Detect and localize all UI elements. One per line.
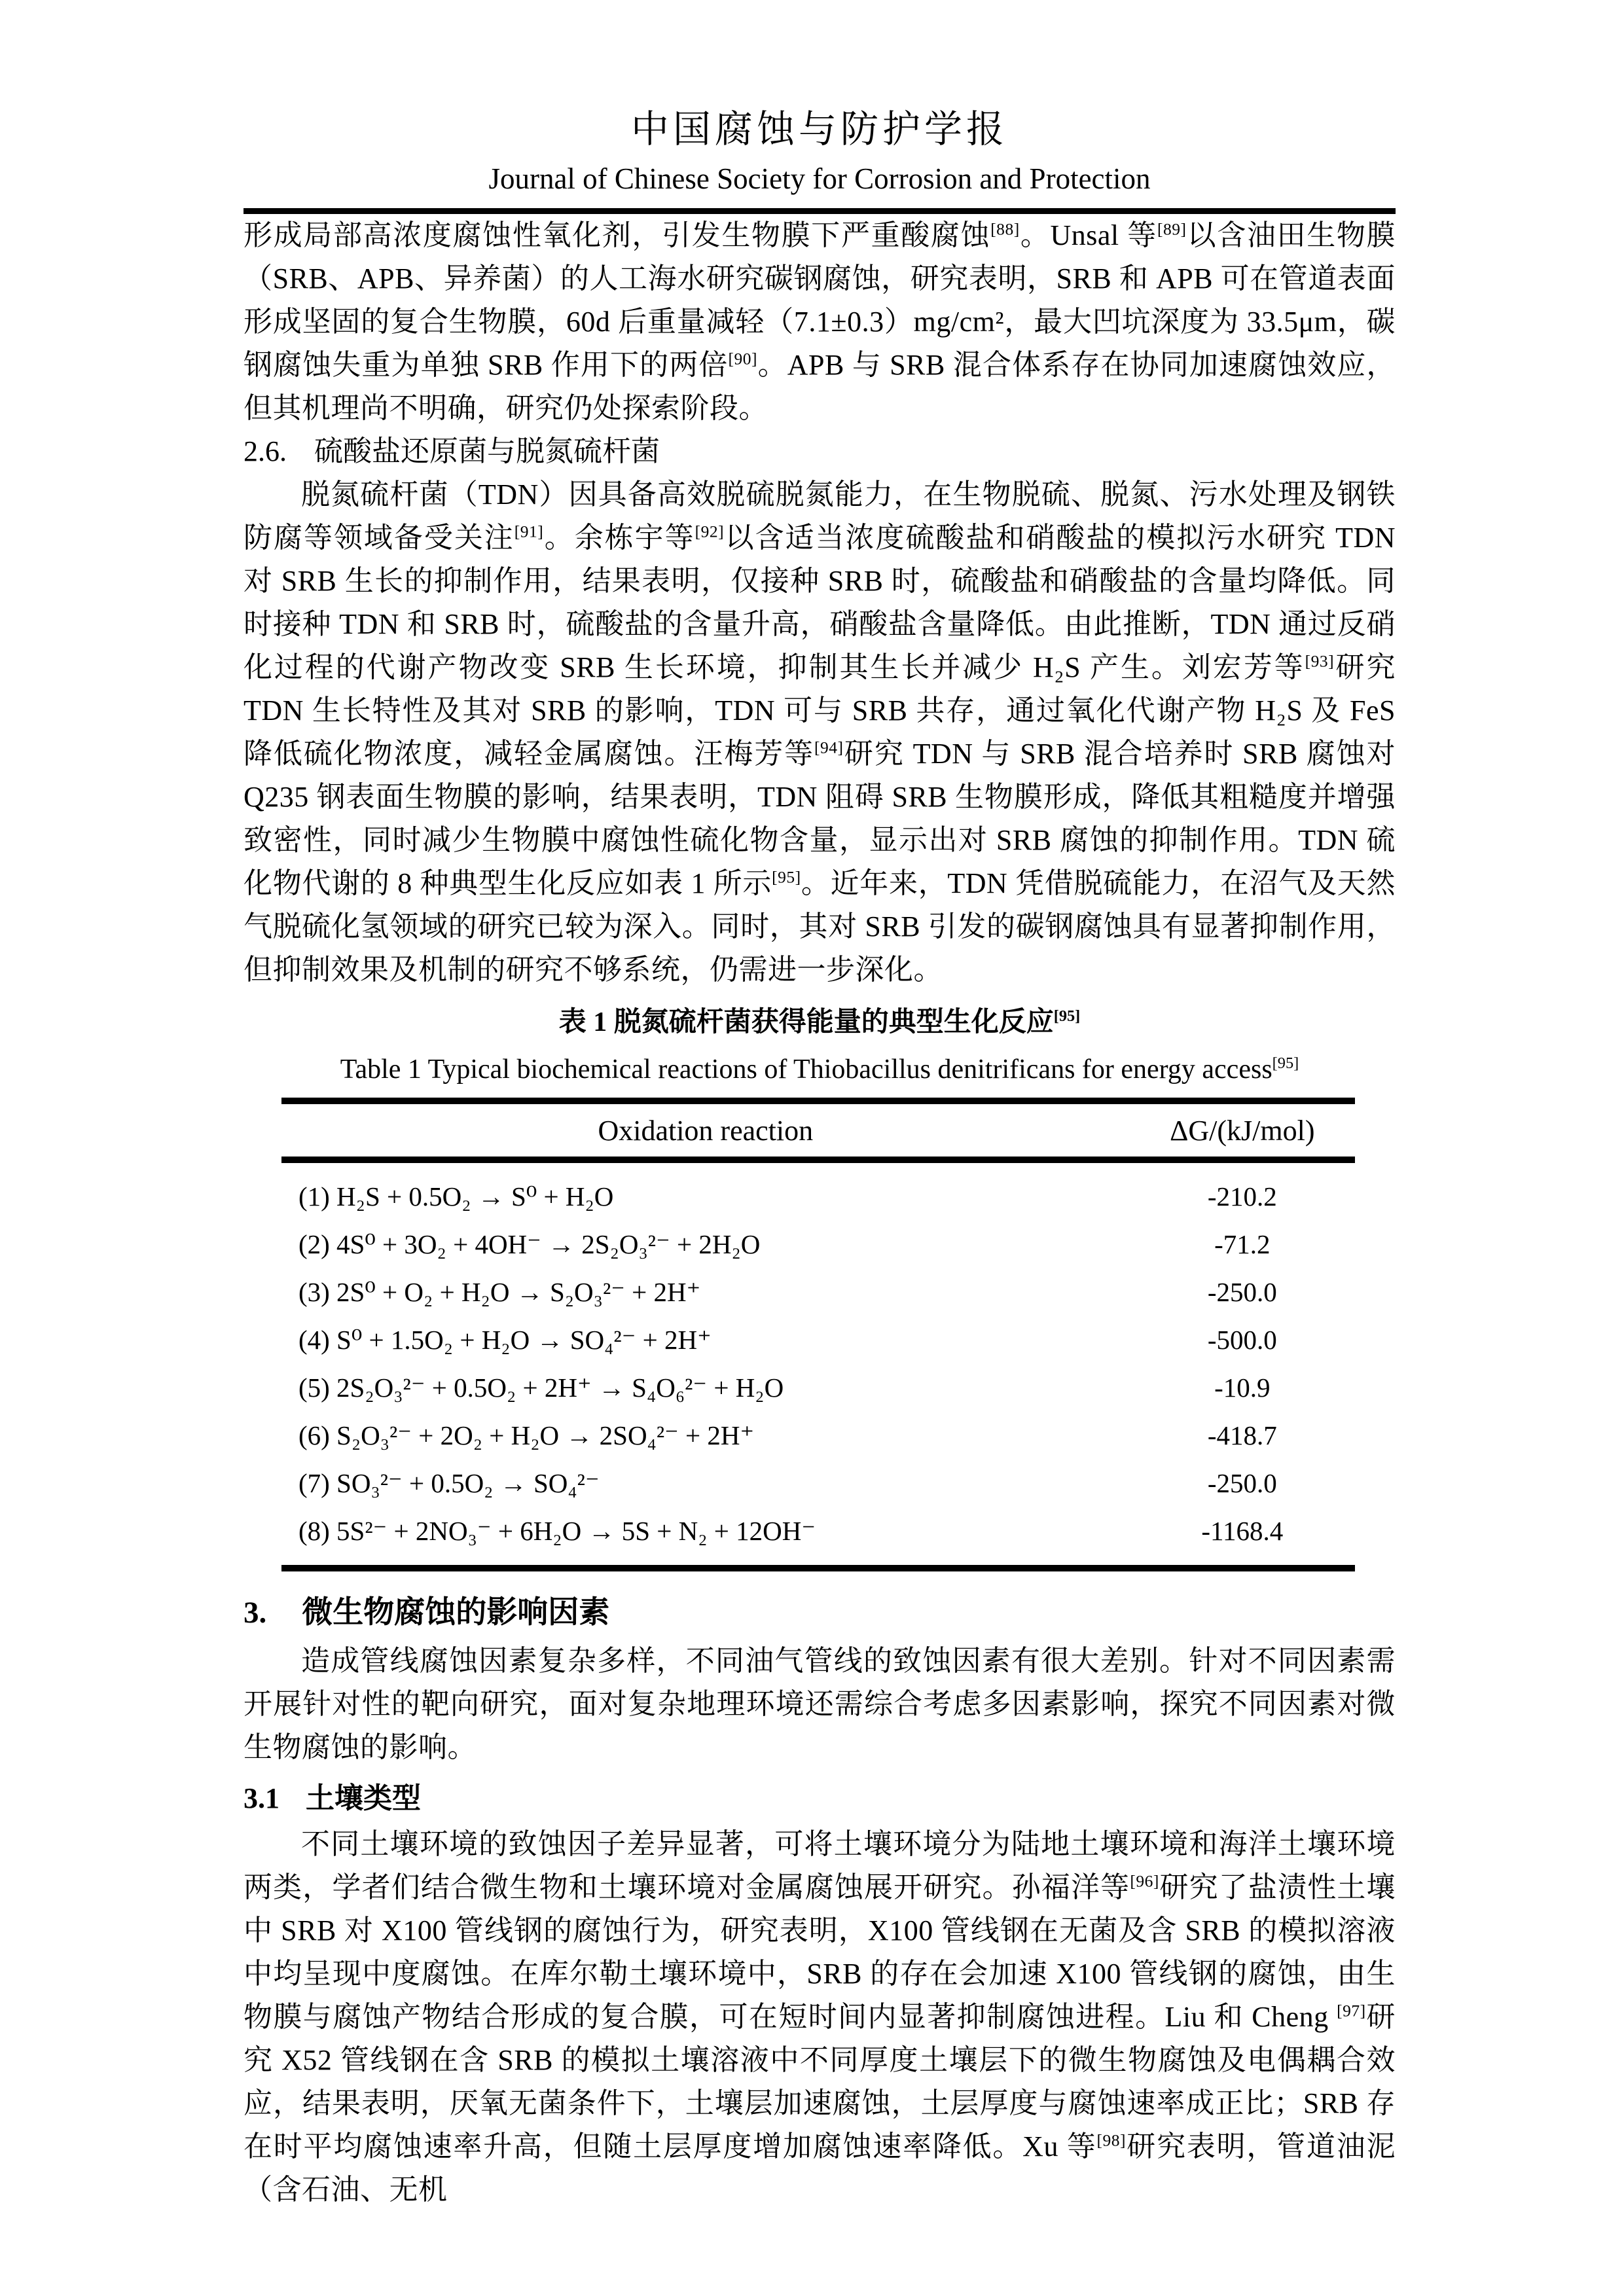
table-row bbox=[281, 1172, 1355, 1220]
page-content bbox=[244, 0, 1396, 2212]
delta-g-cell: -418.7 bbox=[1207, 1420, 1277, 1450]
table-body bbox=[281, 1163, 1355, 1565]
column-header-oxidation-reaction: Oxidation reaction bbox=[598, 1114, 814, 1147]
table-row bbox=[281, 1316, 1355, 1363]
delta-g-cell: -500.0 bbox=[1207, 1324, 1277, 1355]
section-title: 微生物腐蚀的影响因素 bbox=[302, 1596, 610, 1630]
reaction-cell: (8) 5S²⁻ + 2NO₃⁻ + 6H₂O → 5S + N₂ + 12OH⁻ bbox=[298, 1515, 816, 1546]
table-caption-en: Table 1 Typical biochemical reactions of Thiobacillus denitrificans for energy access[95] bbox=[340, 1054, 1299, 1085]
paragraph-soil-type: 不同土壤环境的致蚀因子差异显著，可将土壤环境分为陆地土壤环境和海洋土壤环境两类，学者们结合微生物和土壤环境对金属腐蚀展开研究。孙福洋等[96]研究了盐渍性土壤中 SRB 对 X100 管线钢的腐蚀行为，研究表明，X100 管线钢在无菌及含 SRB 的模拟溶液中均呈现中度腐蚀。在库尔勒土壤环境中，SRB 的存在会加速 X100 管线钢的腐蚀，由生物膜与腐蚀产物结合形成的复合膜，可在短时间内显著抑制腐蚀进程。Liu 和 Cheng [97]研究 X52 管线钢在含 SRB 的模拟土壤溶液中不同厚度土壤层下的微生物腐蚀及电偶耦合效应，结果表明，厌氧无菌条件下，土壤层加速腐蚀，土层厚度与腐蚀速率成正比；SRB 存在时平均腐蚀速率升高，但随土层厚度增加腐蚀速率降低。Xu 等[98]研究表明，管道油泥（含石油、无机 bbox=[244, 1828, 1396, 2206]
header-divider bbox=[244, 208, 1396, 214]
table-row bbox=[281, 1507, 1355, 1554]
table-row bbox=[281, 1459, 1355, 1507]
delta-g-cell: -210.2 bbox=[1207, 1181, 1277, 1211]
journal-header bbox=[244, 0, 1396, 214]
section-title: 土壤类型 bbox=[306, 1782, 421, 1814]
table-row bbox=[281, 1411, 1355, 1459]
table-caption-zh: 表 1 脱氮硫杆菌获得能量的典型生化反应[95] bbox=[558, 1007, 1081, 1037]
journal-title-zh: 中国腐蚀与防护学报 bbox=[630, 108, 1008, 151]
journal-title-en: Journal of Chinese Society for Corrosion and Protection bbox=[488, 162, 1151, 195]
reaction-cell: (1) H₂S + 0.5O₂ → S⁰ + H₂O bbox=[298, 1181, 614, 1211]
reaction-cell: (2) 4S⁰ + 3O₂ + 4OH⁻ → 2S₂O₃²⁻ + 2H₂O bbox=[298, 1229, 761, 1259]
table-header-row bbox=[281, 1104, 1355, 1163]
section-heading-2-6 bbox=[244, 430, 1396, 473]
delta-g-cell: -1168.4 bbox=[1201, 1515, 1284, 1546]
reaction-cell: (5) 2S₂O₃²⁻ + 0.5O₂ + 2H⁺ → S₄O₆²⁻ + H₂O bbox=[298, 1372, 784, 1403]
table-row bbox=[281, 1220, 1355, 1268]
delta-g-cell: -250.0 bbox=[1207, 1276, 1277, 1307]
section-number: 2.6. bbox=[244, 435, 287, 467]
delta-g-cell: -10.9 bbox=[1214, 1372, 1271, 1403]
paragraph-biofilm-acid-corrosion: 形成局部高浓度腐蚀性氧化剂，引发生物膜下严重酸腐蚀[88]。Unsal 等[89]以含油田生物膜（SRB、APB、异养菌）的人工海水研究碳钢腐蚀，研究表明，SRB 和 APB 可在管道表面形成坚固的复合生物膜，60d 后重量减轻（7.1±0.3）mg/cm²，最大凹坑深度为 33.5μm，碳钢腐蚀失重为单独 SRB 作用下的两倍[90]。APB 与 SRB 混合体系存在协同加速腐蚀效应，但其机理尚不明确，研究仍处探索阶段。 bbox=[244, 219, 1396, 424]
reaction-cell: (4) S⁰ + 1.5O₂ + H₂O → SO₄²⁻ + 2H⁺ bbox=[298, 1324, 712, 1355]
table-row bbox=[281, 1268, 1355, 1316]
paragraph-tdn-srb: 脱氮硫杆菌（TDN）因具备高效脱硫脱氮能力，在生物脱硫、脱氮、污水处理及钢铁防腐等领域备受关注[91]。余栋宇等[92]以含适当浓度硫酸盐和硝酸盐的模拟污水研究 TDN 对 SRB 生长的抑制作用，结果表明，仅接种 SRB 时，硫酸盐和硝酸盐的含量均降低。同时接种 TDN 和 SRB 时，硫酸盐的含量升高，硝酸盐含量降低。由此推断，TDN 通过反硝化过程的代谢产物改变 SRB 生长环境，抑制其生长并减少 H₂S 产生。刘宏芳等[93]研究 TDN 生长特性及其对 SRB 的影响，TDN 可与 SRB 共存，通过氧化代谢产物 H₂S 及 FeS 降低硫化物浓度，减轻金属腐蚀。汪梅芳等[94]研究 TDN 与 SRB 混合培养时 SRB 腐蚀对 Q235 钢表面生物膜的影响，结果表明，TDN 阻碍 SRB 生物膜形成，降低其粗糙度并增强致密性，同时减少生物膜中腐蚀性硫化物含量，显示出对 SRB 腐蚀的抑制作用。TDN 硫化物代谢的 8 种典型生化反应如表 1 所示[95]。近年来，TDN 凭借脱硫能力，在沼气及天然气脱硫化氢领域的研究已较为深入。同时，其对 SRB 引发的碳钢腐蚀具有显著抑制作用，但抑制效果及机制的研究不够系统，仍需进一步深化。 bbox=[244, 478, 1396, 986]
paragraph-influencing-factors: 造成管线腐蚀因素复杂多样，不同油气管线的致蚀因素有很大差别。针对不同因素需开展针对性的靶向研究，面对复杂地理环境还需综合考虑多因素影响，探究不同因素对微生物腐蚀的影响。 bbox=[244, 1645, 1396, 1763]
section-title: 硫酸盐还原菌与脱氮硫杆菌 bbox=[314, 435, 660, 467]
reactions-table bbox=[281, 1098, 1355, 1571]
delta-g-cell: -71.2 bbox=[1214, 1229, 1271, 1259]
section-heading-3-1 bbox=[244, 1774, 1396, 1823]
delta-g-cell: -250.0 bbox=[1207, 1467, 1277, 1498]
column-header-delta-g: ΔG/(kJ/mol) bbox=[1170, 1114, 1315, 1147]
table-row bbox=[281, 1363, 1355, 1411]
reaction-cell: (6) S₂O₃²⁻ + 2O₂ + H₂O → 2SO₄²⁻ + 2H⁺ bbox=[298, 1420, 755, 1450]
reaction-cell: (7) SO₃²⁻ + 0.5O₂ → SO₄²⁻ bbox=[298, 1467, 600, 1498]
section-number: 3. bbox=[244, 1596, 267, 1630]
article-body bbox=[244, 214, 1396, 2212]
section-number: 3.1 bbox=[244, 1782, 280, 1814]
section-heading-3 bbox=[244, 1586, 1396, 1640]
reaction-cell: (3) 2S⁰ + O₂ + H₂O → S₂O₃²⁻ + 2H⁺ bbox=[298, 1276, 701, 1307]
